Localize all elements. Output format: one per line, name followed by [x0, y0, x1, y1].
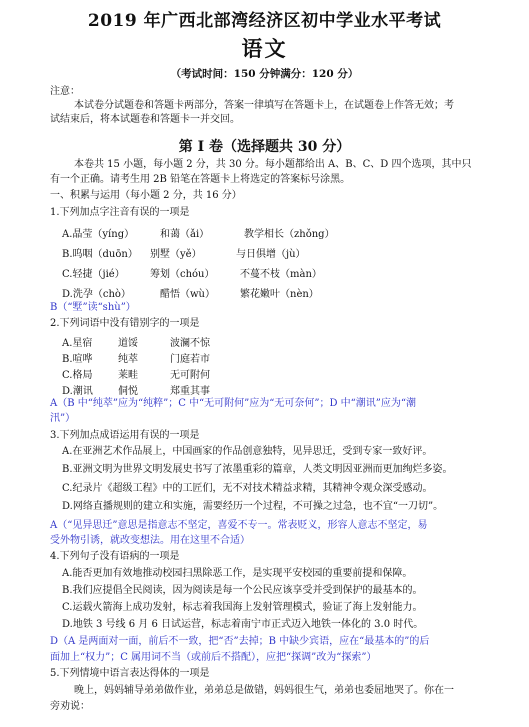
- q2-option: 门庭若市: [170, 354, 210, 365]
- q2-option: 郑重其事: [170, 386, 210, 397]
- q2-option: D.潮讯: [62, 386, 93, 397]
- q1-option: 与日俱增（jù）: [236, 249, 306, 260]
- answer-line: B（“墅”读“shù”）: [50, 302, 136, 313]
- q1-option: 别墅（yě）: [150, 249, 202, 260]
- exam-title: 2019 年广西北部湾经济区初中学业水平考试: [87, 11, 442, 31]
- q1-option: 筹划（chóu）: [150, 269, 215, 280]
- q2-option: 莱畦: [118, 370, 138, 381]
- q2-option: 波澜不惊: [170, 338, 210, 349]
- q3-option: A.在亚洲艺术作品展上，中国画家的作品创意独特，见异思迁，受到专家一致好评。: [62, 446, 433, 457]
- q4-option: A.能否更加有效地推动校园扫黑除恶工作，是实现平安校园的重要前提和保障。: [62, 568, 413, 579]
- question-body: 晚上，妈妈辅导弟弟做作业，弟弟总是做错，妈妈很生气，弟弟也委屈地哭了。你在一: [74, 685, 454, 696]
- answer-line: 汛”）: [50, 413, 76, 424]
- q2-option: 道馁: [118, 338, 138, 349]
- answer-line: 受外物引诱，就改变想法。用在这里不合适）: [50, 535, 250, 546]
- q1-option: 繁花嫩叶（nèn）: [240, 289, 319, 300]
- q4-option: D.地铁 3 号线 6 月 6 日试运营，标志着南宁市正式迈入地铁一体化的 3.0 时代。: [62, 619, 424, 630]
- question-stem: 2.下列词语中没有错别字的一项是: [50, 318, 200, 329]
- q1-option: A.晶莹（yíng）: [62, 229, 135, 240]
- answer-line: D（A 是两面对一面，前后不一致，把“否”去掉；B 中缺少宾语，应在“最基本的”的后: [50, 636, 430, 647]
- section-intro: 有一个正确。请考生用 2B 铅笔在答题卡上将选定的答案标号涂黑。: [50, 174, 351, 185]
- notes-label: 注意：: [50, 86, 80, 97]
- question-body: 旁劝说：: [50, 701, 90, 712]
- answer-line: A（B 中“纯萃”应为“纯粹”；C 中“无可附何”应为“无可奈何”；D 中“潮讯”应为“潮: [50, 398, 417, 409]
- q3-option: C.纪录片《超级工程》中的工匠们，无不对技术精益求精，其精神令观众深受感动。: [62, 483, 433, 494]
- part-heading: 一、积累与运用（每小题 2 分，共 16 分）: [50, 190, 242, 201]
- q4-option: C.运载火箭海上成功发射，标志着我国海上发射管理模式，验证了海上发射能力。: [62, 602, 423, 613]
- q2-option: 无可附何: [170, 370, 210, 381]
- q4-option: B.我们应提倡全民阅读，因为阅读是每一个公民应该享受并受到保护的最基本的。: [62, 585, 423, 596]
- section-intro: 本卷共 15 小题，每小题 2 分，共 30 分。每小题都给出 A、B、C、D 四个选项，其中只: [74, 159, 472, 170]
- q1-option: C.轻捷（jié）: [62, 269, 125, 280]
- subject-title: 语文: [241, 36, 288, 61]
- notes-line: 本试卷分试题卷和答题卡两部分，答案一律填写在答题卡上，在试题卷上作答无效；考: [74, 100, 454, 111]
- answer-line: 面加上“权力”；C 属用词不当（或前后不搭配），应把“探调”改为“探索”）: [50, 652, 377, 663]
- time-info: （考试时间：150 分钟满分：120 分）: [170, 68, 359, 80]
- answer-line: A（“见异思迁”意思是指意志不坚定，喜爱不专一。常表贬义，形容人意志不坚定，易: [50, 520, 428, 531]
- question-stem: 3.下列加点成语运用有误的一项是: [50, 430, 200, 441]
- q2-option: B.喧哗: [62, 354, 93, 365]
- question-stem: 1.下列加点字注音有误的一项是: [50, 207, 190, 218]
- q1-option: B.呜咽（duōn）: [62, 249, 138, 260]
- question-stem: 4.下列句子没有语病的一项是: [50, 551, 180, 562]
- q1-option: 和蔼（ǎi）: [160, 229, 210, 240]
- section-title: 第 I 卷（选择题共 30 分）: [178, 139, 351, 155]
- q2-option: 侗悦: [118, 386, 138, 397]
- q2-option: A.星宿: [62, 338, 93, 349]
- q1-option: 不蔓不枝（màn）: [240, 269, 322, 280]
- q2-option: 纯萃: [118, 354, 138, 365]
- q1-option: 教学相长（zhǒng）: [244, 229, 335, 240]
- q1-option: 醋悟（wù）: [160, 289, 215, 300]
- q3-option: B.亚洲文明为世界文明发展史书写了浓墨重彩的篇章，人类文明因亚洲而更加绚烂多姿。: [62, 464, 453, 475]
- question-stem: 5.下列情境中语言表达得体的一项是: [50, 668, 210, 679]
- q3-option: D.网络直播规则的建立和实施，需要经历一个过程，不可操之过急，也不宜“一刀切”。: [62, 501, 444, 512]
- notes-line: 试结束后，将本试题卷和答题卡一并交回。: [50, 114, 240, 125]
- q2-option: C.格局: [62, 370, 93, 381]
- q1-option: D.洗孕（chò）: [62, 289, 131, 300]
